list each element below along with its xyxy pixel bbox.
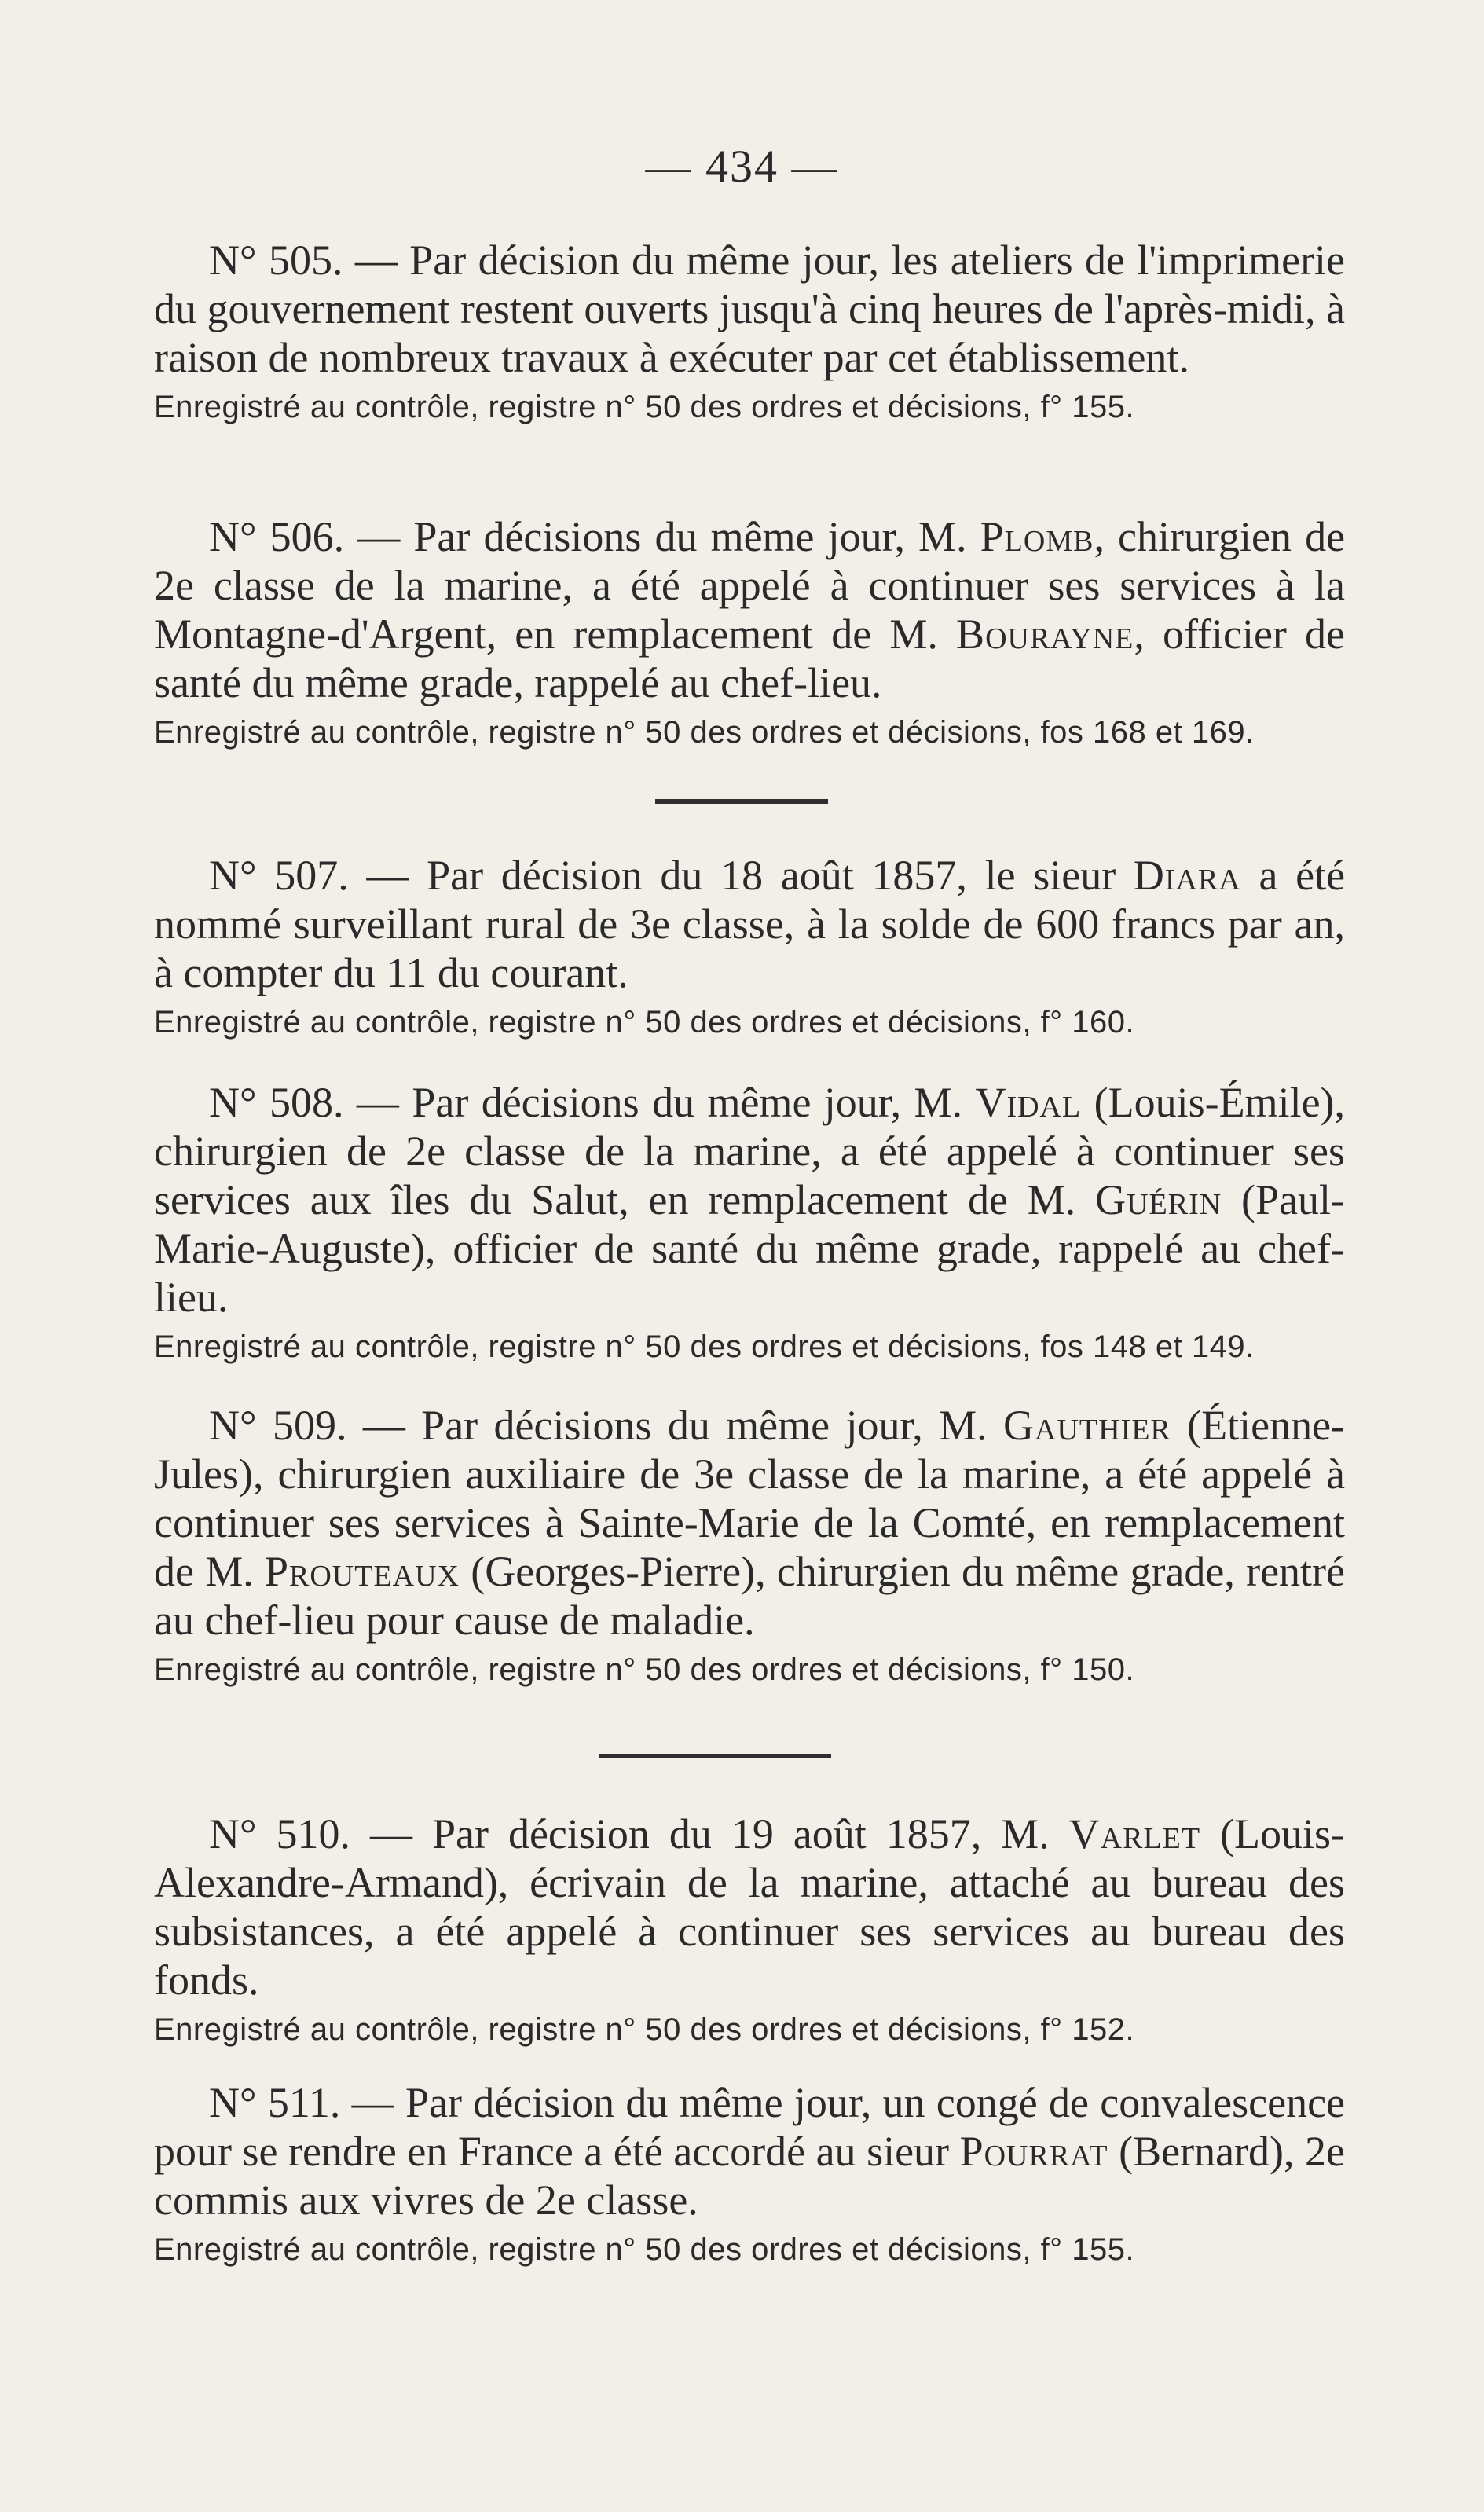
registration-line: Enregistré au contrôle, registre n° 50 des ordres et décisions, f° 152.	[154, 2012, 1135, 2047]
entry-505	[154, 236, 1345, 427]
entry-number: N° 507.	[209, 852, 349, 899]
entry-body: Par décisions du même jour, M.	[421, 1402, 988, 1449]
entry-body: (Georges-Pierre), chirurgien du même grade, rentré au chef-lieu pour cause de maladie.	[154, 1548, 1346, 1644]
registration-line: Enregistré au contrôle, registre n° 50 des ordres et décisions, f° 160.	[154, 1005, 1135, 1040]
entry-body: Par décision du 19 août 1857, M.	[432, 1810, 1050, 1857]
entry-dash: —	[357, 513, 401, 560]
entry-dash: —	[370, 1810, 413, 1857]
entry-dash: —	[366, 852, 409, 899]
entry-number: N° 511.	[209, 2079, 341, 2126]
entry-number: N° 510.	[209, 1810, 351, 1857]
entry-body: Par décision du 18 août 1857, le sieur	[427, 852, 1116, 899]
entry-509	[154, 1401, 1345, 1690]
entry-dash: —	[351, 2079, 394, 2126]
person-name: Guérin	[1095, 1176, 1222, 1223]
person-name: Plomb	[980, 513, 1094, 560]
entry-text	[154, 512, 1345, 707]
entry-text	[154, 1810, 1345, 2004]
entry-body: , officier de santé du même grade, rappelé au chef-lieu.	[154, 611, 1345, 706]
entry-body: (Paul-Marie-Auguste), officier de santé du même grade, rappelé au chef-lieu.	[154, 1176, 1345, 1321]
entry-number: N° 509.	[209, 1402, 347, 1449]
entry-number: N° 506.	[209, 513, 345, 560]
entry-number: N° 505.	[209, 237, 343, 284]
registration-line: Enregistré au contrôle, registre n° 50 des ordres et décisions, fos 148 et 149.	[154, 1329, 1255, 1364]
registration-line: Enregistré au contrôle, registre n° 50 des ordres et décisions, f° 155.	[154, 2232, 1135, 2267]
entry-body: , chirurgien de 2e classe de la marine, a été appelé à continuer ses services à la Montagne-d'Argent, en remplacement de M.	[154, 513, 1346, 658]
entry-dash: —	[362, 1402, 405, 1449]
person-name: Varlet	[1068, 1810, 1201, 1857]
entry-text	[154, 2078, 1345, 2224]
person-name: Prouteaux	[264, 1548, 460, 1595]
registration-line: Enregistré au contrôle, registre n° 50 des ordres et décisions, f° 150.	[154, 1652, 1135, 1687]
entry-508	[154, 1078, 1345, 1367]
person-name: Gauthier	[1003, 1402, 1171, 1449]
person-name: Diara	[1133, 852, 1241, 899]
section-divider	[655, 799, 828, 804]
entry-body: (Étienne-Jules), chirurgien auxiliaire de 3e classe de la marine, a été appelé à continuer ses services à Sainte-Marie de la Comté, en remplacement de M.	[154, 1402, 1346, 1595]
entry-dash: —	[356, 1079, 399, 1126]
entry-text	[154, 1078, 1345, 1322]
person-name: Bourayne	[956, 611, 1134, 658]
page-number: — 434 —	[645, 141, 839, 192]
person-name: Vidal	[975, 1079, 1082, 1126]
entry-body: (Louis-Émile), chirurgien de 2e classe de la marine, a été appelé à continuer ses services aux îles du Salut, en remplacement de M.	[154, 1079, 1346, 1223]
entry-507	[154, 851, 1345, 1043]
entry-text	[154, 851, 1345, 997]
section-divider	[599, 1754, 831, 1758]
entry-body: Par décision du même jour, les ateliers de l'imprimerie du gouvernement restent ouverts jusqu'à cinq heures de l'après-midi, à raison de nombreux travaux à exécuter par cet établissement.	[154, 237, 1346, 381]
entry-506	[154, 512, 1345, 753]
entry-body: (Bernard), 2e commis aux vivres de 2e classe.	[154, 2128, 1346, 2224]
entry-body: Par décisions du même jour, M.	[413, 513, 967, 560]
entry-dash: —	[354, 237, 398, 284]
entry-body: a été nommé surveillant rural de 3e classe, à la solde de 600 francs par an, à compter du 11 du courant.	[154, 852, 1346, 996]
entry-511	[154, 2078, 1345, 2270]
registration-line: Enregistré au contrôle, registre n° 50 des ordres et décisions, f° 155.	[154, 390, 1135, 424]
entry-body: Par décision du même jour, un congé de convalescence pour se rendre en France a été accordé au sieur	[154, 2079, 1346, 2175]
person-name: Pourrat	[959, 2128, 1108, 2175]
entry-body: Par décisions du même jour, M.	[412, 1079, 963, 1126]
entry-text	[154, 1401, 1345, 1645]
entry-body: (Louis-Alexandre-Armand), écrivain de la marine, attaché au bureau des subsistances, a été appelé à continuer ses services au bureau des fonds.	[154, 1810, 1346, 2004]
registration-line: Enregistré au contrôle, registre n° 50 des ordres et décisions, fos 168 et 169.	[154, 715, 1255, 750]
entry-number: N° 508.	[209, 1079, 344, 1126]
entry-text	[154, 236, 1345, 382]
entry-510	[154, 1810, 1345, 2050]
